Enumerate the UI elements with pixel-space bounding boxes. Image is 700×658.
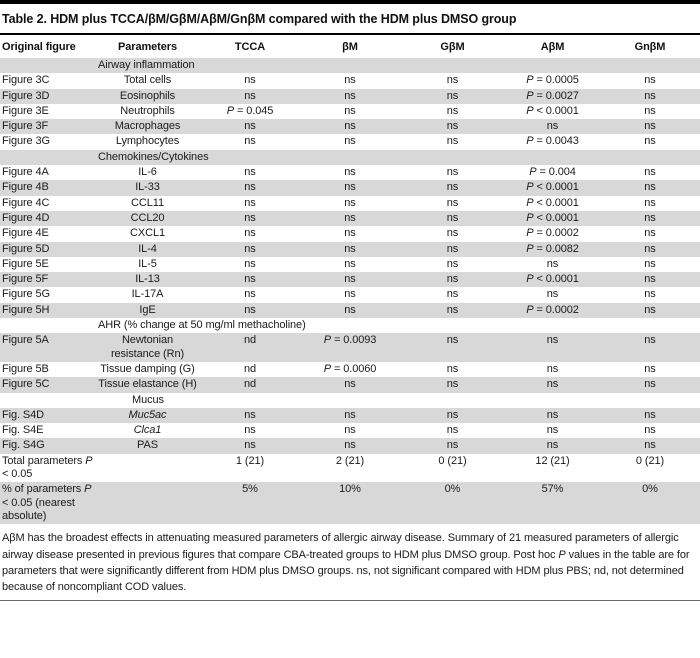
value-cell: ns [644, 211, 656, 224]
value-cell: ns [244, 74, 256, 87]
figure-cell: Figure 3F [2, 120, 49, 133]
value-cell: ns [446, 211, 459, 224]
empty-cell [300, 150, 400, 165]
value-cell: P = 0.0082 [526, 242, 579, 255]
figure-cell [0, 58, 95, 73]
table-row [0, 89, 700, 104]
figure-cell: % of parameters P < 0.05 (nearest absolute) [2, 483, 92, 522]
table-row [0, 438, 700, 453]
column-header-gbm: GβM [440, 41, 465, 53]
value-cell: P = 0.0002 [526, 227, 579, 240]
parameter-cell: IgE [139, 303, 156, 316]
figure-cell: Figure 4D [2, 211, 50, 224]
parameter-cell [95, 482, 200, 524]
table-row [0, 454, 700, 483]
value-cell: ns [446, 196, 459, 209]
parameter-cell: Newtonian resistance (Rn) [110, 334, 185, 360]
value-cell: ns [244, 408, 256, 421]
value-cell: ns [344, 227, 356, 240]
value-cell: 2 (21) [335, 454, 365, 467]
section-label: Chemokines/Cytokines [98, 150, 209, 163]
parameter-cell: IL-4 [138, 242, 157, 255]
empty-cell [400, 393, 505, 408]
value-cell: ns [446, 439, 459, 452]
figure-cell: Figure 4A [2, 166, 49, 179]
empty-cell [600, 318, 700, 333]
value-cell: 5% [242, 483, 258, 496]
column-header-original-figure: Original figure [2, 41, 76, 53]
value-cell: ns [446, 334, 459, 347]
value-cell: ns [344, 378, 356, 391]
value-cell: ns [244, 227, 256, 240]
value-cell: ns [546, 257, 559, 270]
figure-cell: Figure 3D [2, 89, 50, 102]
value-cell: ns [644, 181, 656, 194]
value-cell: ns [644, 408, 656, 421]
value-cell: P = 0.0002 [526, 303, 579, 316]
table-row [0, 362, 700, 377]
empty-cell [400, 318, 505, 333]
figure-cell: Figure 5H [2, 303, 50, 316]
empty-cell [600, 58, 700, 73]
value-cell: P = 0.0005 [526, 74, 579, 87]
table-row [0, 242, 700, 257]
value-cell: ns [644, 120, 656, 133]
parameter-cell: CCL20 [130, 211, 165, 224]
value-cell: ns [344, 196, 356, 209]
value-cell: ns [546, 334, 559, 347]
value-cell: P < 0.0001 [526, 196, 579, 209]
value-cell: ns [644, 334, 656, 347]
value-cell: ns [644, 257, 656, 270]
value-cell: 0% [642, 483, 658, 496]
value-cell: ns [644, 74, 656, 87]
value-cell: ns [446, 135, 459, 148]
value-cell: 0 (21) [438, 454, 467, 467]
figure-cell: Total parameters P < 0.05 [2, 454, 93, 481]
figure-cell: Figure 3G [2, 135, 51, 148]
value-cell: ns [244, 211, 256, 224]
table-row [0, 333, 700, 362]
empty-cell [300, 58, 400, 73]
table-row [0, 408, 700, 423]
section-label: Airway inflammation [98, 59, 195, 71]
table-row [0, 287, 700, 302]
value-cell: ns [244, 424, 256, 437]
value-cell: ns [344, 211, 356, 224]
parameter-cell: Tissue damping (G) [100, 362, 195, 375]
figure-cell: Fig. S4G [2, 439, 45, 452]
value-cell: ns [244, 242, 256, 255]
figure-cell: Figure 4C [2, 196, 50, 209]
empty-cell [505, 150, 600, 165]
column-header-tcca: TCCA [234, 41, 266, 53]
value-cell: ns [446, 362, 459, 375]
value-cell: P = 0.0027 [526, 89, 579, 102]
value-cell: P < 0.0001 [526, 104, 579, 117]
section-row [0, 58, 700, 73]
figure-cell: Figure 5A [2, 334, 49, 347]
figure-cell: Figure 5F [2, 273, 49, 286]
parameter-cell [95, 454, 200, 483]
table-row [0, 180, 700, 195]
table-row [0, 482, 700, 524]
value-cell: 10% [339, 483, 361, 496]
value-cell: ns [446, 242, 459, 255]
figure-cell: Figure 5C [2, 378, 50, 391]
parameter-cell: Neutrophils [120, 104, 175, 117]
value-cell: ns [344, 288, 356, 301]
table-row [0, 134, 700, 149]
section-row [0, 150, 700, 165]
empty-cell [400, 58, 505, 73]
value-cell: nd [243, 378, 257, 391]
table-row [0, 377, 700, 392]
figure-cell: Figure 5E [2, 257, 49, 270]
value-cell: nd [243, 362, 257, 375]
empty-cell [300, 393, 400, 408]
value-cell: ns [446, 227, 459, 240]
empty-cell [200, 150, 300, 165]
value-cell: ns [644, 196, 656, 209]
value-cell: ns [244, 181, 256, 194]
value-cell: P < 0.0001 [526, 273, 579, 286]
value-cell: ns [546, 439, 559, 452]
empty-cell [600, 150, 700, 165]
parameter-cell: Total cells [123, 74, 172, 87]
parameter-cell: Eosinophils [119, 89, 176, 102]
value-cell: P = 0.0060 [323, 362, 377, 375]
figure-cell: Figure 5D [2, 242, 50, 255]
value-cell: ns [446, 408, 459, 421]
value-cell: P < 0.0001 [526, 181, 579, 194]
parameter-cell: IL-33 [135, 181, 160, 194]
empty-cell [505, 318, 600, 333]
figure-cell: Figure 3E [2, 104, 49, 117]
value-cell: ns [644, 439, 656, 452]
value-cell: ns [546, 408, 559, 421]
value-cell: P = 0.0093 [323, 334, 377, 347]
value-cell: ns [244, 89, 256, 102]
table-row [0, 119, 700, 134]
empty-cell [600, 393, 700, 408]
header-row [0, 35, 700, 58]
figure-cell: Figure 4E [2, 227, 49, 240]
table-row [0, 211, 700, 226]
value-cell: ns [446, 303, 459, 316]
section-row [0, 318, 700, 333]
value-cell: ns [244, 288, 256, 301]
section-label: AHR (% change at 50 mg/ml methacholine) [98, 319, 306, 332]
value-cell: P = 0.0043 [526, 135, 579, 148]
figure-cell [0, 318, 95, 333]
value-cell: ns [344, 135, 356, 148]
figure-cell: Figure 3C [2, 74, 50, 87]
value-cell: ns [446, 424, 459, 437]
table-title: Table 2. HDM plus TCCA/βM/GβM/AβM/GnβM compared with the HDM plus DMSO group [2, 12, 517, 26]
value-cell: ns [446, 89, 459, 102]
value-cell: ns [446, 288, 459, 301]
parameter-cell: CCL11 [131, 196, 164, 209]
value-cell: ns [244, 196, 256, 209]
value-cell: ns [546, 120, 559, 133]
parameter-cell: PAS [137, 439, 158, 452]
value-cell: ns [644, 227, 656, 240]
column-header-gnbm: GnβM [634, 41, 666, 53]
value-cell: ns [644, 362, 656, 375]
table-row [0, 423, 700, 438]
empty-cell [505, 393, 600, 408]
parameter-cell: Muc5ac [128, 408, 167, 421]
value-cell: ns [644, 303, 656, 316]
empty-cell [200, 58, 300, 73]
value-cell: 1 (21) [235, 454, 265, 467]
parameter-cell: Clca1 [133, 424, 162, 437]
value-cell: ns [644, 104, 656, 117]
table-row [0, 303, 700, 318]
column-header-bm: βM [342, 41, 358, 53]
figure-cell: Figure 5G [2, 288, 51, 301]
value-cell: ns [446, 181, 459, 194]
comparison-table [0, 35, 700, 524]
parameter-cell: IL-5 [138, 257, 157, 270]
table-row [0, 165, 700, 180]
parameter-cell: CXCL1 [130, 227, 165, 240]
value-cell: 12 (21) [535, 454, 570, 467]
parameter-cell: IL-13 [135, 273, 160, 286]
empty-cell [505, 58, 600, 73]
value-cell: ns [644, 378, 656, 391]
value-cell: ns [344, 273, 356, 286]
value-cell: ns [546, 362, 559, 375]
figure-cell: Figure 5B [2, 362, 49, 375]
column-header-abm: AβM [540, 41, 565, 53]
value-cell: P = 0.004 [529, 166, 576, 179]
parameter-cell: IL-17A [131, 288, 164, 301]
figure-cell: Fig. S4D [2, 408, 44, 421]
table-row [0, 226, 700, 241]
value-cell: 0 (21) [635, 454, 665, 467]
table-row [0, 73, 700, 88]
table-row [0, 196, 700, 211]
empty-cell [300, 318, 400, 333]
value-cell: ns [644, 166, 656, 179]
value-cell: ns [446, 257, 459, 270]
value-cell: nd [243, 334, 257, 347]
figure-cell: Fig. S4E [2, 424, 44, 437]
table-row [0, 104, 700, 119]
value-cell: ns [446, 166, 459, 179]
bottom-rule [0, 600, 700, 601]
value-cell: ns [244, 303, 256, 316]
value-cell: ns [344, 89, 356, 102]
value-cell: ns [244, 257, 256, 270]
column-header-parameters: Parameters [118, 41, 177, 53]
value-cell: ns [344, 104, 356, 117]
section-row [0, 393, 700, 408]
value-cell: ns [644, 424, 656, 437]
value-cell: ns [344, 74, 356, 87]
figure-cell [0, 393, 95, 408]
value-cell: ns [344, 181, 356, 194]
value-cell: ns [644, 288, 656, 301]
value-cell: ns [344, 166, 356, 179]
value-cell: ns [446, 378, 459, 391]
value-cell: ns [244, 439, 256, 452]
value-cell: ns [644, 89, 656, 102]
value-cell: ns [244, 120, 256, 133]
value-cell: P = 0.045 [226, 104, 274, 117]
figure-cell: Figure 4B [2, 181, 49, 194]
value-cell: ns [344, 439, 356, 452]
value-cell: ns [244, 135, 256, 148]
value-cell: ns [644, 273, 656, 286]
value-cell: ns [546, 288, 559, 301]
value-cell: ns [344, 257, 356, 270]
value-cell: ns [446, 273, 459, 286]
value-cell: ns [244, 273, 256, 286]
value-cell: ns [344, 303, 356, 316]
table-row [0, 257, 700, 272]
section-label: Mucus [132, 393, 164, 406]
parameter-cell: Tissue elastance (H) [98, 378, 197, 391]
parameter-cell: IL-6 [138, 166, 157, 179]
value-cell: ns [546, 378, 559, 391]
value-cell: 0% [444, 483, 461, 496]
value-cell: ns [244, 166, 256, 179]
value-cell: ns [446, 120, 459, 133]
table-footnote: AβM has the broadest effects in attenuating measured parameters of allergic airway disease. Summary of 21 measured parameters of allergic airway disease presented in previous figures that compare CBA-treated groups to HDM plus DMSO group. Post hoc P values in the table are for parameters that were significantly different from HDM plus DMSO groups. ns, not significant compared with HDM plus PBS; nd, not determined because of noncompliant COD values. [2, 532, 690, 594]
value-cell: ns [644, 135, 656, 148]
value-cell: ns [344, 424, 356, 437]
value-cell: ns [344, 408, 356, 421]
empty-cell [200, 393, 300, 408]
value-cell: ns [644, 242, 656, 255]
value-cell: ns [446, 104, 459, 117]
value-cell: ns [344, 120, 356, 133]
parameter-cell: Macrophages [114, 120, 181, 133]
value-cell: ns [446, 74, 459, 87]
table-row [0, 272, 700, 287]
value-cell: P < 0.0001 [526, 211, 579, 224]
value-cell: ns [344, 242, 356, 255]
figure-cell [0, 150, 95, 165]
value-cell: ns [546, 424, 559, 437]
parameter-cell: Lymphocytes [115, 135, 180, 148]
value-cell: 57% [541, 483, 564, 496]
empty-cell [400, 150, 505, 165]
